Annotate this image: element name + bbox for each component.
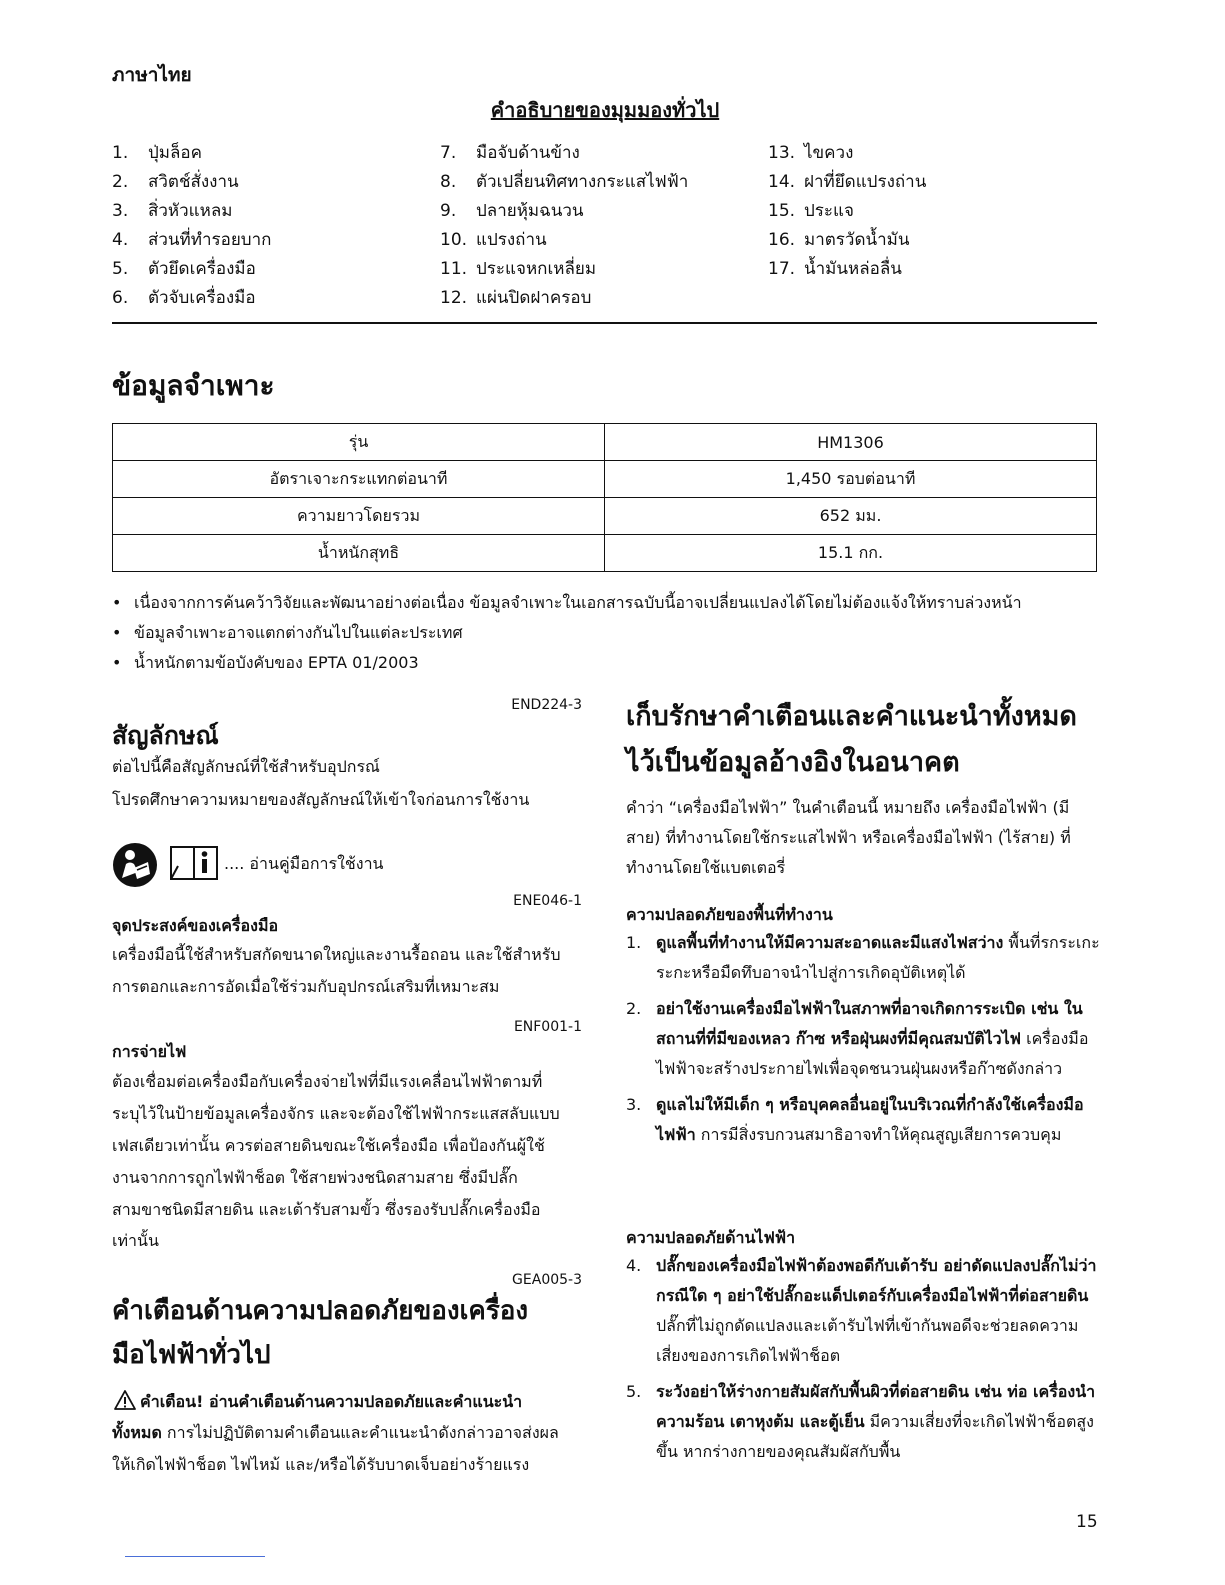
part-label: ปลายหุ้มฉนวน — [476, 201, 584, 221]
list-item: • น้ำหนักตามข้อบังคับของ EPTA 01/2003 — [112, 648, 1112, 678]
read-manual-person-icon — [112, 842, 158, 888]
spec-value: 1,450 รอบต่อนาที — [605, 461, 1097, 498]
part-number: 4. — [112, 230, 129, 250]
spec-label: น้ำหนักสุทธิ — [113, 535, 605, 572]
specs-heading: ข้อมูลจำเพาะ — [112, 369, 275, 402]
warning-line3: ให้เกิดไฟฟ้าช็อต ไฟไหม้ และ/หรือได้รับบาดเจ็บอย่างร้ายแรง — [112, 1455, 530, 1474]
list-item: 5. ระวังอย่าให้ร่างกายสัมผัสกับพื้นผิวที่ต่อสายดิน เช่น ท่อ เครื่องนำความร้อน เตาหุงต้ม และตู้เย็น มีความเสี่ยงที่จะเกิดไฟฟ้าช็อตสูงขึ้น หากร่างกายของคุณสัมผัสกับพื้น — [626, 1382, 1096, 1461]
table-row — [113, 498, 1097, 535]
list-item — [440, 255, 688, 284]
electric-safety-heading: ความปลอดภัยด้านไฟฟ้า — [626, 1228, 796, 1247]
list-item — [768, 255, 926, 284]
part-label: แผ่นปิดฝาครอบ — [476, 288, 592, 308]
list-item: 3. ดูแลไม่ให้มีเด็ก ๆ หรือบุคคลอื่นอยู่ในบริเวณที่กำลังใช้เครื่องมือไฟฟ้า การมีสิ่งรบกวนสมาธิอาจทำให้คุณสูญเสียการควบคุม — [626, 1095, 1084, 1144]
footer-line — [125, 1556, 265, 1557]
spec-value: 15.1 กก. — [605, 535, 1097, 572]
part-number: 12. — [440, 288, 468, 308]
list-item — [112, 139, 271, 168]
intro-paragraph: คำว่า “เครื่องมือไฟฟ้า” ในคำเตือนนี้ หมายถึง เครื่องมือไฟฟ้า (มี สาย) ที่ทำงานโดยใช้กระแสไฟฟ้า หรือเครื่องมือไฟฟ้า (ไร้สาย) ที่ ทำงานโดยใช้แบตเตอรี่ — [626, 798, 1071, 877]
part-number: 2. — [112, 172, 129, 192]
section-code: GEA005-3 — [512, 1272, 582, 1288]
part-number: 5. — [112, 259, 129, 279]
power-heading: การจ่ายไฟ — [112, 1042, 187, 1061]
read-manual-text: .... อ่านคู่มือการใช้งาน — [224, 854, 384, 873]
section-code: END224-3 — [511, 697, 582, 713]
part-label: สิ่วหัวแหลม — [148, 201, 233, 221]
section-code: ENF001-1 — [513, 1019, 582, 1035]
purpose-heading: จุดประสงค์ของเครื่องมือ — [112, 916, 279, 935]
part-number: 16. — [768, 230, 796, 250]
list-item: • ข้อมูลจำเพาะอาจแตกต่างกันไปในแต่ละประเทศ — [112, 618, 1112, 648]
power-line: เฟสเดียวเท่านั้น ควรต่อสายดินขณะใช้เครื่องมือ เพื่อป้องกันผู้ใช้ — [112, 1136, 545, 1155]
work-area-heading: ความปลอดภัยของพื้นที่ทำงาน — [626, 905, 833, 924]
part-number: 13. — [768, 143, 796, 163]
warning-icon — [114, 1390, 136, 1410]
part-number: 10. — [440, 230, 468, 250]
list-item — [768, 168, 926, 197]
part-number: 15. — [768, 201, 796, 221]
list-item — [112, 284, 271, 313]
part-number: 1. — [112, 143, 129, 163]
part-label: สวิตช์สั่งงาน — [148, 172, 239, 192]
parts-list-col1 — [112, 139, 271, 313]
part-label: ตัวจับเครื่องมือ — [148, 288, 256, 308]
language-label: ภาษาไทย — [112, 64, 192, 86]
power-line: สามขาชนิดมีสายดิน และเต้ารับสามขั้ว ซึ่งรองรับปลั๊กเครื่องมือ — [112, 1200, 541, 1219]
bullet: • — [112, 623, 122, 642]
power-line: ระบุไว้ในป้ายข้อมูลเครื่องจักร และจะต้องใช้ไฟฟ้ากระแสสลับแบบ — [112, 1104, 560, 1123]
power-line: ต้องเชื่อมต่อเครื่องมือกับเครื่องจ่ายไฟที่มีแรงเคลื่อนไฟฟ้าตามที่ — [112, 1072, 543, 1091]
part-label: ฝาที่ยึดแปรงถ่าน — [804, 172, 927, 192]
part-label: ตัวยึดเครื่องมือ — [148, 259, 256, 279]
spec-label: อัตราเจาะกระแทกต่อนาที — [113, 461, 605, 498]
parts-list-col2 — [440, 139, 688, 313]
symbols-line2: โปรดศึกษาความหมายของสัญลักษณ์ให้เข้าใจก่อนการใช้งาน — [112, 790, 530, 809]
work-area-items — [626, 928, 1100, 1150]
symbols-line1: ต่อไปนี้คือสัญลักษณ์ที่ใช้สำหรับอุปกรณ์ — [112, 757, 380, 776]
part-label: มือจับด้านข้าง — [476, 143, 580, 163]
part-number: 17. — [768, 259, 796, 279]
electric-safety-items — [626, 1251, 1100, 1467]
part-number: 3. — [112, 201, 129, 221]
list-item — [440, 284, 688, 313]
spec-value: 652 มม. — [605, 498, 1097, 535]
safety-heading-line1: คำเตือนด้านความปลอดภัยของเครื่อง — [112, 1296, 529, 1326]
part-label: ส่วนที่ทำรอยบาก — [148, 230, 272, 250]
part-number: 6. — [112, 288, 129, 308]
list-item — [440, 197, 688, 226]
part-number: 9. — [440, 201, 457, 221]
purpose-line: เครื่องมือนี้ใช้สำหรับสกัดขนาดใหญ่และงานรื้อถอน และใช้สำหรับ — [112, 945, 561, 964]
part-number: 7. — [440, 143, 457, 163]
list-item — [768, 226, 926, 255]
general-view-title: คำอธิบายของมุมมองทั่วไป — [490, 98, 720, 122]
page-number: 15 — [1076, 1512, 1098, 1532]
parts-list-col3 — [768, 139, 926, 284]
table-row — [113, 424, 1097, 461]
power-line: เท่านั้น — [112, 1231, 159, 1250]
warning-bold-line1: คำเตือน! อ่านคำเตือนด้านความปลอดภัยและคำแนะนำ — [140, 1392, 523, 1411]
specs-table — [112, 423, 1097, 572]
list-item — [768, 139, 926, 168]
part-number: 8. — [440, 172, 457, 192]
part-label: ตัวเปลี่ยนทิศทางกระแสไฟฟ้า — [476, 172, 689, 192]
part-label: ประแจหกเหลี่ยม — [476, 259, 597, 279]
list-item — [112, 168, 271, 197]
list-item — [440, 139, 688, 168]
part-number: 11. — [440, 259, 468, 279]
list-item: 4. ปลั๊กของเครื่องมือไฟฟ้าต้องพอดีกับเต้ารับ อย่าดัดแปลงปลั๊กไม่ว่ากรณีใด ๆ อย่าใช้ปลั๊กอะแด็ปเตอร์กับเครื่องมือไฟฟ้าที่ต่อสายดิน ปลั๊กที่ไม่ถูกดัดแปลงและเต้ารับไฟที่เข้ากันพอดีจะช่วยลดความเสี่ยงของการเกิดไฟฟ้าช็อต — [626, 1256, 1097, 1365]
spec-notes — [112, 588, 1112, 678]
part-label: น้ำมันหล่อลื่น — [804, 259, 902, 279]
spec-label: ความยาวโดยรวม — [113, 498, 605, 535]
part-label: ประแจ — [804, 201, 854, 221]
section-code: ENE046-1 — [513, 893, 582, 909]
table-row — [113, 461, 1097, 498]
list-item — [112, 197, 271, 226]
manual-book-icon — [170, 846, 218, 880]
bullet: • — [112, 653, 122, 672]
bullet: • — [112, 593, 122, 612]
list-item — [768, 197, 926, 226]
table-row — [113, 535, 1097, 572]
list-item — [112, 226, 271, 255]
list-item — [112, 255, 271, 284]
list-item: 1. ดูแลพื้นที่ทำงานให้มีความสะอาดและมีแสงไฟสว่าง พื้นที่รกระเกะระกะหรือมืดทึบอาจนำไปสู่การเกิดอุบัติเหตุได้ — [626, 933, 1100, 982]
safety-heading-line2: มือไฟฟ้าทั่วไป — [112, 1340, 271, 1370]
list-item — [440, 226, 688, 255]
part-label: ปุ่มล็อค — [148, 143, 202, 163]
symbols-heading: สัญลักษณ์ — [112, 721, 219, 750]
list-item: 2. อย่าใช้งานเครื่องมือไฟฟ้าในสภาพที่อาจเกิดการระเบิด เช่น ในสถานที่ที่มีของเหลว ก๊าซ หรือฝุ่นผงที่มีคุณสมบัติไวไฟ เครื่องมือไฟฟ้าจะสร้างประกายไฟเพื่อจุดชนวนฝุ่นผงหรือก๊าซดังกล่าว — [626, 999, 1089, 1078]
power-line: งานจากการถูกไฟฟ้าช็อต ใช้สายพ่วงชนิดสามสาย ซึ่งมีปลั๊ก — [112, 1168, 518, 1187]
spec-value: HM1306 — [605, 424, 1097, 461]
spec-label: รุ่น — [113, 424, 605, 461]
keep-instructions-heading: เก็บรักษาคำเตือนและคำแนะนำทั้งหมด ไว้เป็นข้อมูลอ้างอิงในอนาคต — [626, 701, 1077, 778]
list-item — [440, 168, 688, 197]
part-label: มาตรวัดน้ำมัน — [804, 230, 910, 250]
list-item: • เนื่องจากการค้นคว้าวิจัยและพัฒนาอย่างต่อเนื่อง ข้อมูลจำเพาะในเอกสารฉบับนี้อาจเปลี่ยนแปลงได้โดยไม่ต้องแจ้งให้ทราบล่วงหน้า — [112, 588, 1112, 618]
warning-line2: ทั้งหมด การไม่ปฏิบัติตามคำเตือนและคำแนะนำดังกล่าวอาจส่งผล — [112, 1423, 559, 1442]
part-label: แปรงถ่าน — [476, 230, 547, 250]
purpose-line: การตอกและการอัดเมื่อใช้ร่วมกับอุปกรณ์เสริมที่เหมาะสม — [112, 977, 500, 996]
part-label: ไขควง — [804, 143, 854, 163]
part-number: 14. — [768, 172, 796, 192]
divider — [112, 322, 1097, 324]
